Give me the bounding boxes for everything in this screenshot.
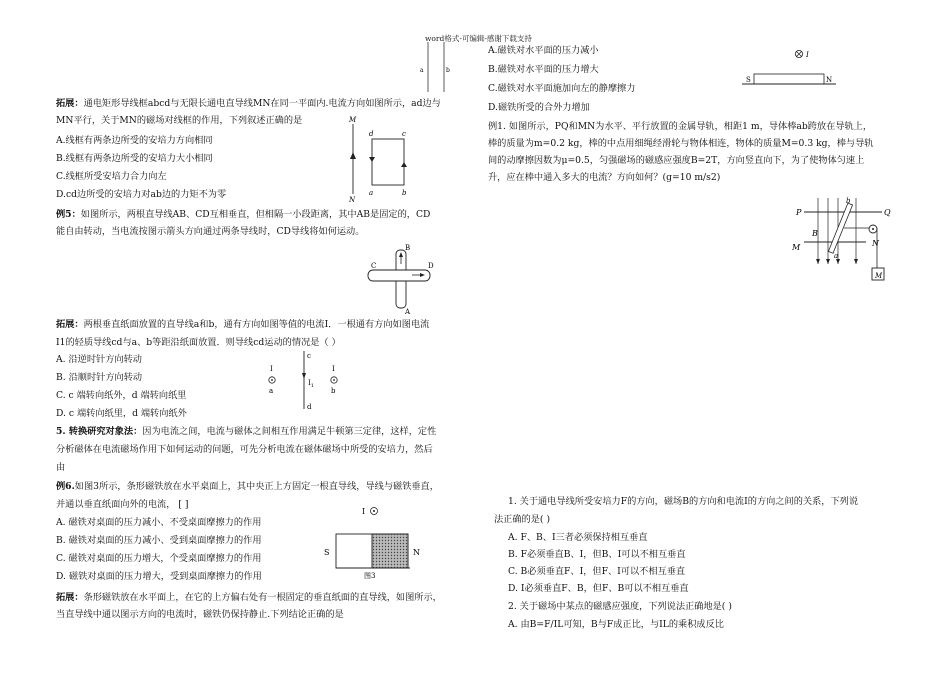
ex1-line2: 棒的质量为m=0.2 kg，棒的中点用细绳经滑轮与物体相连，物体的质量M=0.3 kg，棒与导轨	[488, 138, 874, 149]
label-B: B	[405, 244, 411, 252]
ex6-option-a: A. 磁铁对桌面的压力减小、不受桌面摩擦力的作用	[56, 517, 262, 528]
label-d: d	[369, 130, 374, 138]
s5-line2: 分析磁体在电流磁场作用下如何运动的问题，可先分析电流在磁体磁场中所受的安培力，然后	[56, 444, 433, 455]
label-b: b	[846, 197, 851, 205]
tz1-option-b: B.线框有两条边所受的安培力大小相同	[56, 153, 213, 164]
q1-option-d: D. I必须垂直F、B，但F、B可以不相互垂直	[508, 583, 689, 594]
ex6-line2: 并通以垂直纸面向外的电流， [ ]	[56, 499, 189, 510]
label-I: I	[362, 507, 366, 516]
label-N: N	[872, 239, 879, 248]
ex6-option-d: D. 磁铁对桌面的压力增大，受到桌面摩擦力的作用	[56, 571, 262, 582]
label-N: N	[413, 548, 420, 557]
tz1-line2: MN平行，关于MN的磁场对线框的作用，下列叙述正确的是	[56, 115, 303, 126]
label-d: d	[307, 403, 312, 411]
q1-line1: 1. 关于通电导线所受安培力F的方向，磁场B的方向和电流I的方向之间的关系，下列说	[508, 496, 859, 507]
label-A: A	[405, 308, 411, 316]
label-N: N	[349, 196, 356, 204]
q1-option-c: C. B必须垂直F、I，但F、I可以不相互垂直	[508, 566, 686, 577]
label-I1: $I_1$	[308, 379, 314, 389]
label-D: D	[428, 262, 434, 270]
figure-caption: 图3	[364, 572, 376, 580]
two-wires-figure	[262, 349, 346, 413]
label-P: P	[796, 208, 802, 217]
ex1-line4: 升，应在棒中通入多大的电流？方向如何？(g=10 m/s2)	[488, 172, 721, 183]
ex5-line1: 例5：如图所示，两根直导线AB、CD互相垂直，但相隔一小段距离，其中AB是固定的，CD	[56, 209, 431, 220]
q1-line2: 法正确的是( )	[494, 514, 551, 525]
label-M: M	[792, 243, 801, 252]
label-b: b	[402, 189, 407, 197]
label-b: b	[331, 387, 336, 395]
label-I: I	[806, 51, 809, 59]
q1-option-a: A. F、B、I三者必须保持相互垂直	[508, 532, 648, 543]
label-B: B	[812, 229, 818, 238]
label-N: N	[826, 76, 833, 84]
tz2-line1: 拓展：两根垂直纸面放置的直导线a和b，通有方向如图等值的电流I．一根通有方向如图电流	[56, 319, 430, 330]
tz1-option-d: D.cd边所受的安培力对ab边的力矩不为零	[56, 189, 227, 200]
magnet-wire-figure	[740, 44, 840, 94]
tz2-option-a: A. 沿逆时针方向转动	[56, 354, 142, 365]
label-Ia: I	[270, 365, 273, 373]
wire-frame-figure	[345, 112, 440, 204]
bar-magnet-figure	[318, 500, 428, 584]
label-c: c	[402, 130, 406, 138]
top-option-c: C.磁铁对水平面施加向左的静摩擦力	[488, 83, 636, 94]
tz3-line1: 拓展：条形磁铁放在水平面上，在它的上方偏右处有一根固定的垂直纸面的直导线，如图所示，	[56, 592, 442, 603]
tz1-line1: 拓展：通电矩形导线框abcd与无限长通电直导线MN在同一平面内.电流方向如图所示，ad边与	[56, 98, 441, 109]
crossed-wires-figure	[362, 244, 442, 316]
label-a: a	[420, 67, 424, 74]
label-a: a	[269, 387, 274, 395]
s5-line1: 5. 转换研究对象法：因为电流之间，电流与磁体之间相互作用满足牛顿第三定律，这样，定性	[56, 426, 437, 437]
label-Mbox: M	[875, 272, 883, 280]
top-option-b: B.磁铁对水平面的压力增大	[488, 64, 599, 75]
tz3-line2: 当直导线中通以图示方向的电流时，磁铁仍保持静止.下列结论正确的是	[56, 609, 344, 620]
tz1-option-c: C.线框所受安培力合力向左	[56, 171, 167, 182]
tz2-line2: I1的轻质导线cd与a、b等距沿纸面放置．则导线cd运动的情况是（ ）	[56, 337, 341, 348]
ex6-option-c: C. 磁铁对桌面的压力增大，个受桌面摩擦力的作用	[56, 553, 262, 564]
tz2-option-c: C. c 端转向纸外，d 端转向纸里	[56, 390, 187, 401]
top-option-d: D.磁铁所受的合外力增加	[488, 102, 590, 113]
label-Q: Q	[884, 208, 891, 217]
label-a: a	[834, 252, 839, 260]
tz1-option-a: A.线框有两条边所受的安培力方向相同	[56, 135, 213, 146]
rails-pulley-figure	[790, 192, 902, 284]
top-option-a: A.磁铁对水平面的压力减小	[488, 45, 599, 56]
q2-line1: 2. 关于磁场中某点的磁感应强度，下列说法正确地是( )	[508, 601, 732, 612]
q2-option-a: A. 由B=F/IL可知，B与F成正比，与IL的乘积成反比	[508, 619, 724, 630]
ex6-option-b: B. 磁铁对桌面的压力减小、受到桌面摩擦力的作用	[56, 535, 262, 546]
label-c: c	[307, 352, 311, 360]
label-a: a	[369, 189, 374, 197]
label-S: S	[324, 548, 330, 557]
label-b: b	[446, 67, 450, 74]
s5-line3: 由	[56, 462, 66, 473]
ex1-line1: 例1. 如图所示，PQ和MN为水平、平行放置的金属导轨，相距1 m，导体棒ab跨放在导轨上，	[488, 121, 873, 132]
q1-option-b: B. F必须垂直B、I，但B、I可以不相互垂直	[508, 549, 686, 560]
label-C: C	[371, 262, 377, 270]
parallel-wires-figure	[420, 40, 454, 94]
label-S: S	[746, 76, 751, 84]
ex6-line1: 例6.如图3所示，条形磁铁放在水平桌面上，其中央正上方固定一根直导线，导线与磁铁垂直，	[56, 481, 439, 492]
tz2-option-d: D. c 端转向纸里，d 端转向纸外	[56, 408, 187, 419]
tz2-option-b: B. 沿顺时针方向转动	[56, 372, 143, 383]
ex5-line2: 能自由转动，当电流按图示箭头方向通过两条导线时，CD导线将如何运动。	[56, 226, 365, 237]
page-header: word格式-可编辑-感谢下载支持	[425, 34, 532, 43]
label-Ib: I	[332, 365, 335, 373]
ex1-line3: 间的动摩擦因数为μ=0.5，匀强磁场的磁感应强度B=2T，方向竖直向下，为了使物体匀速上	[488, 155, 865, 166]
label-M: M	[349, 116, 357, 124]
